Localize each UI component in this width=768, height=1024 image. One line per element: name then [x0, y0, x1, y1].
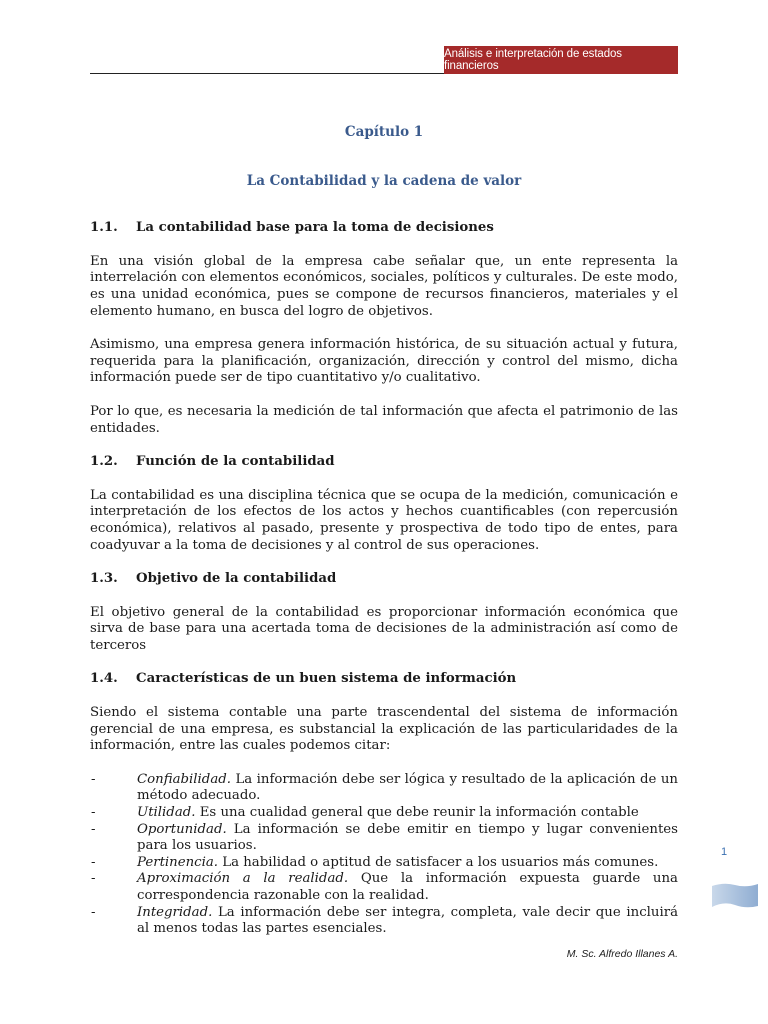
page-corner-decoration	[712, 882, 758, 908]
list-item-desc: La habilidad o aptitud de satisfacer a los usuarios más comunes.	[218, 854, 659, 870]
paragraph: El objetivo general de la contabilidad es proporcionar información económica que sirva de base para una acertada toma de decisiones de la administración así como de terceros	[90, 604, 678, 653]
list-item-desc: La información debe ser integra, completa, vale decir que incluirá al menos todas las partes esenciales.	[137, 904, 678, 937]
footer-author: M. Sc. Alfredo Illanes A.	[566, 948, 678, 960]
header-title-box	[444, 46, 678, 74]
section-heading	[90, 220, 678, 237]
dash-bullet: -	[91, 771, 96, 787]
list-item	[90, 855, 678, 872]
list-item-text	[137, 805, 678, 822]
list-item-desc: Que la información expuesta guarde una correspondencia razonable con la realidad.	[137, 871, 678, 903]
list-item-term: Utilidad.	[137, 805, 196, 821]
list-item-term: Integridad.	[137, 904, 213, 920]
list-item-desc: La información debe ser lógica y resultado de la aplicación de un método adecuado.	[137, 771, 678, 804]
section-number: 1.2.	[90, 454, 118, 470]
list-item	[90, 905, 678, 938]
list-item	[90, 871, 678, 904]
section-number: 1.4.	[90, 671, 118, 687]
section-title: Función de la contabilidad	[136, 454, 335, 470]
section-title: La contabilidad base para la toma de decisiones	[136, 220, 494, 236]
dash-bullet: -	[91, 854, 96, 870]
paragraph: Siendo el sistema contable una parte trascendental del sistema de información gerencial de una empresa, es substancial la explicación de las particularidades de la información, entre las cuales podemos citar:	[90, 705, 678, 754]
list-item-desc: Es una cualidad general que debe reunir la información contable	[195, 805, 639, 821]
dash-bullet: -	[91, 821, 96, 837]
section-number: 1.3.	[90, 571, 118, 587]
section-heading	[90, 671, 678, 688]
section-heading	[90, 571, 678, 588]
list-item-term: Oportunidad.	[137, 821, 227, 837]
list-item-text	[137, 871, 678, 904]
header-title: Análisis e interpretación de estados financieros	[444, 48, 622, 72]
dash-bullet: -	[91, 871, 96, 887]
paragraph: Por lo que, es necesaria la medición de tal información que afecta el patrimonio de las entidades.	[90, 403, 678, 436]
dash-bullet: -	[91, 904, 96, 920]
list-item	[90, 805, 678, 822]
paragraph: La contabilidad es una disciplina técnica que se ocupa de la medición, comunicación e interpretación de los efectos de los actos y hechos cuantificables (con repercusión económica), relativos al pasado, presente y prospectiva de todo tipo de entes, para coadyuvar a la toma de decisiones y al control de sus operaciones.	[90, 487, 678, 553]
paragraph: Asimismo, una empresa genera información histórica, de su situación actual y futura, requerida para la planificación, organización, dirección y control del mismo, dicha información puede ser de tipo cuantitativo y/o cualitativo.	[90, 337, 678, 386]
paragraph: En una visión global de la empresa cabe señalar que, un ente representa la interrelación con elementos económicos, sociales, políticos y culturales. De este modo, es una unidad económica, pues se compone de recursos financieros, materiales y el elemento humano, en busca del logro de objetivos.	[90, 253, 678, 319]
characteristics-list	[90, 772, 678, 938]
list-item-term: Confiabilidad.	[137, 771, 231, 787]
section-title: Características de un buen sistema de información	[136, 671, 517, 687]
list-item	[90, 772, 678, 805]
list-item-text	[137, 822, 678, 855]
list-item-text	[137, 855, 678, 872]
section-heading	[90, 454, 678, 471]
chapter-title: La Contabilidad y la cadena de valor	[246, 172, 522, 189]
document-body	[90, 118, 678, 938]
section-number: 1.1.	[90, 220, 118, 236]
list-item-text	[137, 772, 678, 805]
page-number: 1	[721, 846, 728, 858]
chapter-label: Capítulo 1	[344, 124, 424, 140]
header-rule	[90, 73, 444, 74]
list-item	[90, 822, 678, 855]
list-item-term: Pertinencia.	[137, 854, 219, 870]
list-item-text	[137, 905, 678, 938]
dash-bullet: -	[91, 805, 96, 821]
section-title: Objetivo de la contabilidad	[136, 571, 337, 587]
list-item-desc: La información se debe emitir en tiempo y lugar convenientes para los usuarios.	[137, 821, 678, 854]
list-item-term: Aproximación a la realidad.	[137, 871, 349, 887]
